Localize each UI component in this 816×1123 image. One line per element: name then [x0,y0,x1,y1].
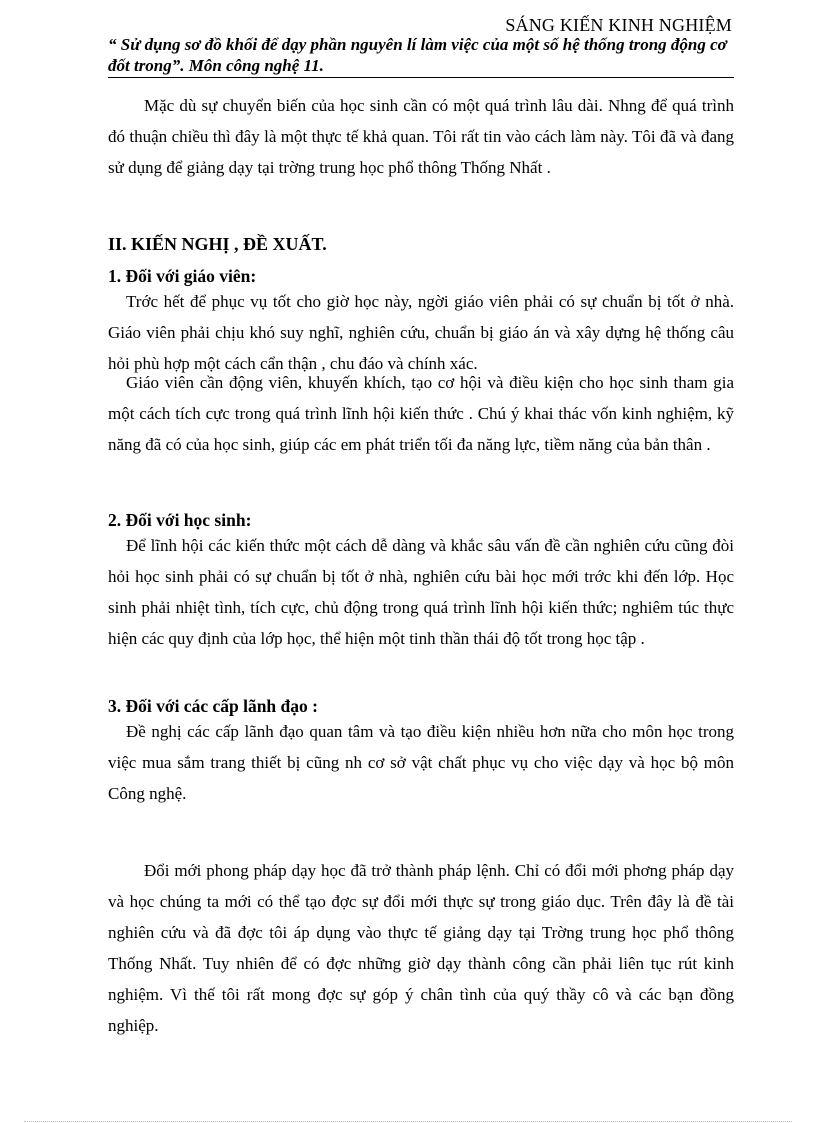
teachers-paragraph-1: Trớc hết để phục vụ tốt cho giờ học này, ngời giáo viên phải có sự chuẩn bị tốt ở nhà. Giáo viên phải chịu khó suy nghĩ, nghiên cứu, chuẩn bị giáo án và xây dựng hệ thống câu hỏi phù hợp một cách cẩn thận , chu đáo và chính xác. [108,292,734,373]
students-heading: 2. Đối với học sinh: [108,510,252,530]
conclusion-paragraph: Đổi mới phong pháp dạy học đã trở thành pháp lệnh. Chỉ có đổi mới phơng pháp dạy và học chúng ta mới có thể tạo đợc sự đổi mới thực sự trong giáo dục. Trên đây là đề tài nghiên cứu và đã đợc tôi áp dụng vào thực tế giảng dạy tại Trờng trung học phổ thông Thống Nhất. Tuy nhiên để có đợc những giờ dạy thành công cần phải liên tục rút kinh nghiệm. Vì thế tôi rất mong đợc sự góp ý chân tình của quý thầy cô và các bạn đồng nghiệp. [108,861,734,1035]
teachers-paragraph-2: Giáo viên cần động viên, khuyến khích, tạo cơ hội và điều kiện cho học sinh tham gia một cách tích cực trong quá trình lĩnh hội kiến thức . Chú ý khai thác vốn kinh nghiệm, kỹ năng đã có của học sinh, giúp các em phát triển tối đa năng lực, tiềm năng của bản thân . [108,373,734,454]
document-title: “ Sử dụng sơ đồ khối để dạy phần nguyên lí làm việc của một số hệ thống trong động cơ đốt trong”. Môn công nghệ 11. [108,34,734,78]
header-label: SÁNG KIẾN KINH NGHIỆM [505,15,732,35]
leaders-heading: 3. Đối với các cấp lãnh đạo : [108,696,318,716]
page-bottom-divider [24,1121,792,1122]
section-heading: II. KIẾN NGHỊ , ĐỀ XUẤT. [108,234,327,254]
intro-paragraph: Mặc dù sự chuyển biến của học sinh cần có một quá trình lâu dài. Nhng để quá trình đó thuận chiều thì đây là một thực tế khả quan. Tôi rất tin vào cách làm này. Tôi đã và đang sử dụng để giảng dạy tại trờng trung học phổ thông Thống Nhất . [108,96,734,177]
students-paragraph: Để lĩnh hội các kiến thức một cách dễ dàng và khắc sâu vấn đề cần nghiên cứu cũng đòi hỏi học sinh phải có sự chuẩn bị tốt ở nhà, nghiên cứu bài học mới trớc khi đến lớp. Học sinh phải nhiệt tình, tích cực, chủ động trong quá trình lĩnh hội kiến thức; nghiêm túc thực hiện các quy định của lớp học, thể hiện một tinh thần thái độ tốt trong học tập . [108,536,734,648]
leaders-paragraph: Đề nghị các cấp lãnh đạo quan tâm và tạo điều kiện nhiều hơn nữa cho môn học trong việc mua sắm trang thiết bị cũng nh cơ sở vật chất phục vụ cho việc dạy và học bộ môn Công nghệ. [108,722,734,803]
teachers-heading: 1. Đối với giáo viên: [108,266,257,286]
